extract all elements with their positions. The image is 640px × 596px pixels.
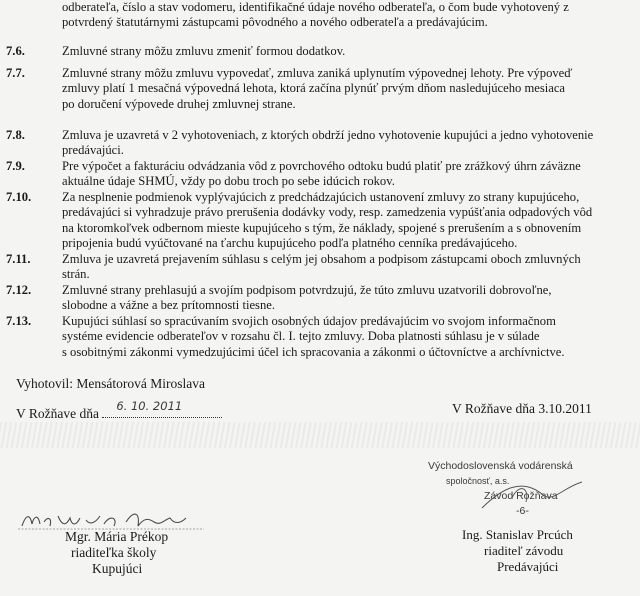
clause-line: systéme evidencie odberateľov v rozsahu čl. I. tejto zmluvy. Doba platnosti súhlasu je v súlade <box>62 329 540 344</box>
right-signatory-name: Ing. Stanislav Prcúch <box>462 527 573 542</box>
clause-line: na ktoromkoľvek odbernom mieste kupujúceho s tým, že náklady, spojené s prerušením a s obnovením <box>62 220 582 235</box>
clause-number: 7.13. <box>6 314 32 328</box>
clause-line: Zmluvné strany môžu zmluvu vypovedať, zmluva zaniká uplynutím výpovednej lehoty. Pre výpoveď <box>62 66 573 80</box>
clause-line: Zmluva je uzavretá prejavením súhlasu s celým jej obsahom a podpisom zástupcami oboch zmluvných <box>62 252 581 266</box>
clause-line: aktuálne údaje SHMÚ, vždy po dobu troch po sebe idúcich rokov. <box>62 174 395 189</box>
clause-text <box>62 159 630 190</box>
scan-smudge <box>0 422 640 448</box>
clause-number: 7.7. <box>6 66 25 80</box>
right-party-label: Predávajúci <box>497 559 559 574</box>
clause-number: 7.9. <box>6 159 25 173</box>
clause-line: Pre výpočet a fakturáciu odvádzania vôd z povrchového odtoku budú platiť pre zrážkový úhrn záväzne <box>62 159 581 173</box>
clause-line: predávajúci. <box>62 143 124 158</box>
clause-text <box>62 128 630 159</box>
clause-text <box>62 66 630 112</box>
clause-number: 7.10. <box>6 190 32 204</box>
clause-line: predávajúci si vyhradzuje právo prerušenia dodávky vody, resp. zamedzenia vypúšťania odpadových vôd <box>62 205 593 220</box>
intro-line-1: odberateľa, číslo a stav vodomeru, identifikačné údaje nového odberateľa, o čom bude vyhotovený z <box>62 0 569 14</box>
left-place-label: V Rožňave dňa <box>16 406 99 421</box>
clause-text <box>62 314 630 360</box>
stamp-signature-icon <box>422 458 602 528</box>
prepared-by: Vyhotovil: Mensátorová Miroslava <box>16 376 205 391</box>
clause-text <box>62 44 630 59</box>
clause-number: 7.8. <box>6 128 25 142</box>
intro-paragraph <box>62 0 632 31</box>
clause-line: strán. <box>62 267 90 282</box>
intro-line-2: potvrdený štatutárnymi zástupcami pôvodného a nového odberateľa a predávajúcim. <box>62 15 488 30</box>
clause-line: Zmluvné strany môžu zmluvu zmeniť formou dodatkov. <box>62 44 346 58</box>
left-signatory-name: Mgr. Mária Prékop <box>65 529 169 544</box>
date-fill-line <box>102 399 222 418</box>
clause-line: zmluvy platí 1 mesačná výpovedná lehota, ktorá začína plynúť prvým dňom nasledujúceho mesiaca <box>62 81 566 96</box>
stamp-line-4: -6- <box>516 505 529 517</box>
left-signatory-role: riaditeľka školy <box>71 545 157 560</box>
clause-line: Zmluva je uzavretá v 2 vyhotoveniach, z ktorých obdrží jedno vyhotovenie kupujúci a jedno vyhotovenie <box>62 128 594 142</box>
company-stamp <box>422 458 602 528</box>
stamp-line-2: spoločnosť, a.s. <box>446 476 510 486</box>
clause-text <box>62 252 630 283</box>
clause-text <box>62 283 630 314</box>
right-place-date: V Rožňave dňa 3.10.2011 <box>452 401 592 416</box>
clause-line: Kupujúci súhlasí so spracúvaním svojich osobných údajov predávajúcim vo svojom informačnom <box>62 314 556 328</box>
stamp-line-1: Východoslovenská vodárenská <box>428 460 573 472</box>
left-place-date <box>16 399 222 422</box>
right-signatory-role: riaditeľ závodu <box>484 543 564 558</box>
clause-number: 7.6. <box>6 44 25 58</box>
clause-line: Za nesplnenie podmienok vyplývajúcich z predchádzajúcich ustanovení zmluvy zo strany kupujúceho, <box>62 190 580 204</box>
clause-number: 7.11. <box>6 252 31 266</box>
clause-line: Zmluvné strany prehlasujú a svojím podpisom potvrdzujú, že túto zmluvu uzatvorili dobrovoľne, <box>62 283 552 297</box>
stamp-line-3: Závod Rožňava <box>484 490 558 502</box>
clause-line: slobodne a vážne a bez prítomnosti tiesne. <box>62 298 275 313</box>
handwritten-date: 6. 10. 2011 <box>116 399 183 413</box>
clause-line: s osobitnými zákonmi vymedzujúcimi účel ich spracovania a zákonmi o účtovníctve a archívnictve. <box>62 344 565 359</box>
left-party-label: Kupujúci <box>92 561 143 576</box>
clause-number: 7.12. <box>6 283 32 297</box>
clause-line: po doručení výpovede druhej zmluvnej strane. <box>62 96 296 111</box>
clause-text <box>62 190 630 252</box>
clause-line: pripojenia budú vyúčtované na ťarchu kupujúceho podľa platného cenníka predávajúceho. <box>62 236 518 251</box>
